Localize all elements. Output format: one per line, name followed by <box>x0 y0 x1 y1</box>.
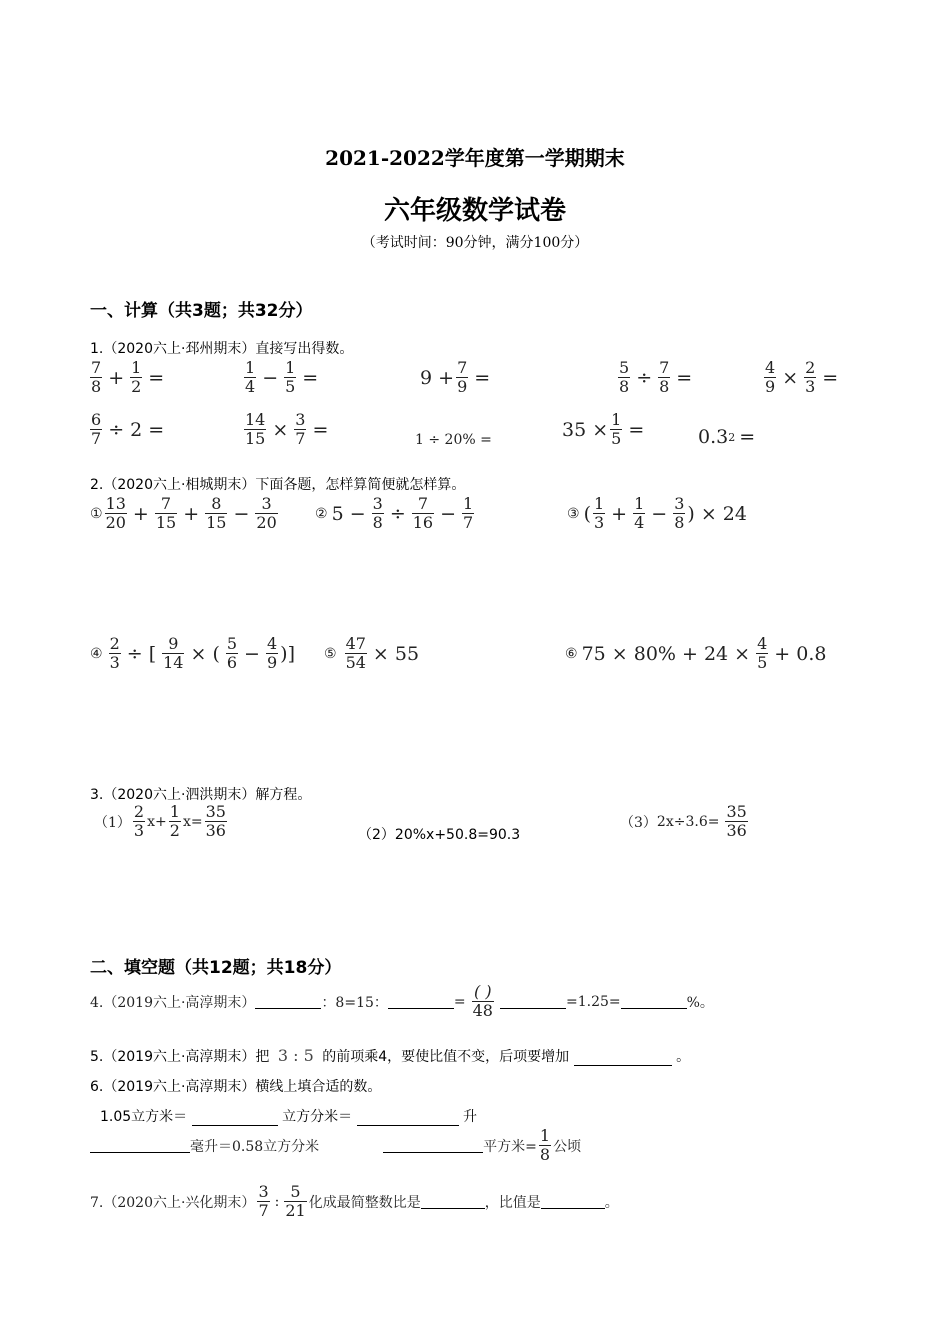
q1-item-8: 1 ÷ 20% = <box>415 432 492 448</box>
q1-item-4: $\frac{5}{8}$ ÷ $\frac{7}{8}$ = <box>619 358 693 396</box>
q1-item-2: $\frac{1}{4}$ − $\frac{1}{5}$ = <box>245 358 319 396</box>
q2-part-2: ② 5 − $\frac{3}{8}$ ÷ $\frac{7}{16}$ − $\frac{1}{7}$ <box>315 494 474 532</box>
q7: 7.（2020六上·兴化期末） $\frac{3}{7}$ : $\frac{5}{21}$ 化成最简整数比是 ，比值是 。 <box>90 1182 619 1220</box>
q6-stem: 6.（2019六上·高淳期末）横线上填合适的数。 <box>90 1079 382 1095</box>
q5-blank[interactable] <box>574 1051 672 1066</box>
q1-item-10: 0.3 2 = <box>698 426 756 448</box>
q2-part-6: ⑥ 75 × 80% + 24 × $\frac{4}{5}$ + 0.8 <box>565 634 827 672</box>
q3-equation-2: （2）20%x+50.8=90.3 <box>358 827 521 843</box>
section2-heading: 二、填空题（共12题；共18分） <box>90 958 342 978</box>
q1-stem: 1.（2020六上·邳州期末）直接写出得数。 <box>90 341 354 357</box>
q6-line-1: 1.05立方米＝ 立方分米＝ 升 <box>100 1109 477 1125</box>
q1-item-6: $\frac{6}{7}$ ÷ 2 = <box>91 410 165 448</box>
section1-heading: 一、计算（共3题；共32分） <box>90 301 313 321</box>
q3-equation-3: （3） 2x÷3.6= $\frac{35}{36}$ <box>620 802 747 840</box>
q6-line-2: 毫升＝0.58立方分米 平方米= $\frac{1}{8}$ 公顷 <box>90 1128 581 1163</box>
q2-part-3: ③ ( $\frac{1}{3}$ + $\frac{1}{4}$ − $\frac{3}{8}$ ) × 24 <box>567 494 747 532</box>
exam-main-title: 六年级数学试卷 <box>383 196 566 226</box>
q7-blank-1[interactable] <box>421 1194 485 1209</box>
q6-blank-4[interactable] <box>383 1138 483 1153</box>
q4: 4.（2019六上·高淳期末） ：8=15： = $\frac{( )}{48}$ =1.25= %。 <box>90 982 714 1020</box>
q4-blank-3[interactable] <box>500 994 566 1009</box>
q6-blank-3[interactable] <box>90 1138 190 1153</box>
q1-item-9: 35 × $\frac{1}{5}$ = <box>562 410 645 448</box>
q1-item-5: $\frac{4}{9}$ × $\frac{2}{3}$ = <box>765 358 839 396</box>
q4-blank-4[interactable] <box>621 994 687 1009</box>
exam-info: （考试时间：90分钟，满分100分） <box>361 235 589 251</box>
q1-item-7: $\frac{14}{15}$ × $\frac{3}{7}$ = <box>245 410 329 448</box>
q3-stem: 3.（2020六上·泗洪期末）解方程。 <box>90 787 312 803</box>
q4-blank-1[interactable] <box>255 994 321 1009</box>
q2-part-1: ① $\frac{13}{20}$ + $\frac{7}{15}$ + $\frac{8}{15}$ − $\frac{3}{20}$ <box>90 494 277 532</box>
q2-stem: 2.（2020六上·相城期末）下面各题，怎样算简便就怎样算。 <box>90 477 466 493</box>
q6-blank-1[interactable] <box>192 1111 278 1126</box>
q1-item-1: $\frac{7}{8}$ + $\frac{1}{2}$ = <box>91 358 165 396</box>
q1-item-3: 9 + $\frac{7}{9}$ = <box>420 358 491 396</box>
q2-part-5: ⑤ $\frac{47}{54}$ × 55 <box>324 634 420 672</box>
q2-part-4: ④ $\frac{2}{3}$ ÷ [ $\frac{9}{14}$ × ( $\frac{5}{6}$ − $\frac{4}{9}$ )] <box>90 634 295 672</box>
q5: 5.（2019六上·高淳期末）把 3 : 5 的前项乘4，要使比值不变，后项要增加 。 <box>90 1046 691 1065</box>
q4-blank-2[interactable] <box>388 994 454 1009</box>
q6-blank-2[interactable] <box>357 1111 459 1126</box>
q3-equation-1: （1） $\frac{2}{3}$ x+ $\frac{1}{2}$ x= $\frac{35}{36}$ <box>94 802 226 840</box>
exam-year-title: 2021-2022学年度第一学期期末 <box>325 146 625 170</box>
q7-blank-2[interactable] <box>541 1194 605 1209</box>
